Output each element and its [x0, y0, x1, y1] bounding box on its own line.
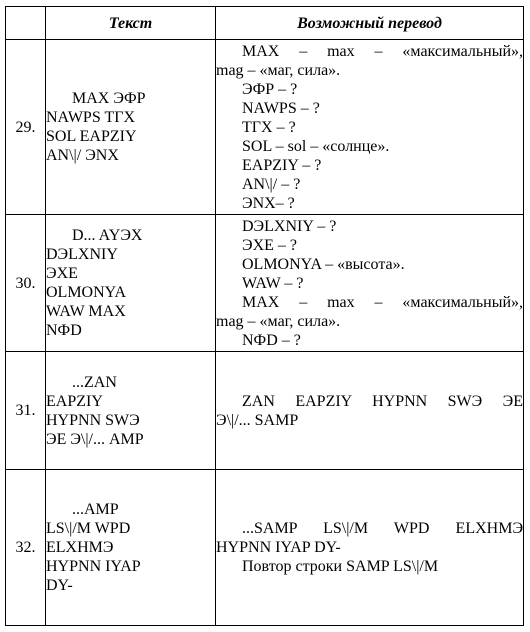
text-line: DЭLXNIY — [46, 246, 118, 263]
translation-line: ЭФР – ? — [242, 80, 298, 98]
table-row — [6, 352, 524, 470]
text-line: EAPZIY — [46, 392, 103, 410]
header-translation: Возможный перевод — [216, 7, 524, 40]
text-line: NAWPS TΓX — [46, 109, 136, 126]
text-line: ЭXE — [46, 265, 78, 282]
header-text: Текст — [46, 7, 216, 40]
translation-line: mag – «маг, сила». — [216, 312, 341, 330]
translation-line: TΓX – ? — [242, 118, 296, 136]
text-line: ...AMP — [72, 501, 119, 518]
text-line: DY- — [46, 577, 73, 594]
row-number: 32. — [6, 470, 46, 626]
header-row — [6, 7, 524, 40]
translation-line: ZAN EAPZIY HYPNN SWЭ ЭE — [242, 392, 523, 410]
document-page — [5, 6, 524, 626]
translation-line: ...SAMP LS\|/M WPD ELXHMЭ — [242, 520, 523, 537]
translation-table — [5, 6, 524, 626]
row-number: 29. — [6, 40, 46, 215]
translation-line: MAX – max – «максимальный», — [242, 293, 523, 311]
row-translation — [216, 40, 524, 215]
row-text — [46, 215, 216, 352]
row-translation — [216, 352, 524, 470]
table-row — [6, 40, 524, 215]
text-line: HYPNN SWЭ — [46, 411, 140, 429]
translation-line: Повтор строки SAMP LS\|/M — [242, 558, 439, 575]
translation-line: ЭXE – ? — [242, 236, 297, 254]
header-number — [6, 7, 46, 40]
text-line: MAX ЭФР — [72, 90, 146, 107]
translation-line: NAWPS – ? — [242, 99, 320, 117]
row-translation — [216, 470, 524, 626]
translation-line: Э\|/... SAMP — [216, 411, 299, 429]
translation-line: EAPZIY – ? — [242, 156, 322, 174]
translation-line: MAX – max – «максимальный», — [242, 42, 523, 60]
text-line: AN\|/ ЭNX — [46, 147, 119, 164]
row-translation — [216, 215, 524, 352]
row-number: 31. — [6, 352, 46, 470]
table-row — [6, 470, 524, 626]
translation-line: AN\|/ – ? — [242, 175, 301, 193]
text-line: HYPNN IYAP — [46, 558, 141, 575]
text-line: NФD — [46, 322, 82, 339]
table-row — [6, 215, 524, 352]
row-text — [46, 40, 216, 215]
row-text — [46, 352, 216, 470]
translation-line: ЭNX– ? — [242, 194, 295, 212]
text-line: WAW MAX — [46, 303, 126, 320]
text-line: OLMONYA — [46, 284, 126, 301]
row-text — [46, 470, 216, 626]
translation-line: NФD – ? — [242, 331, 301, 349]
row-number: 30. — [6, 215, 46, 352]
text-line: ...ZAN — [72, 373, 117, 391]
translation-line: SOL – sol – «солнце». — [242, 137, 390, 155]
text-line: ELXHMЭ — [46, 539, 114, 556]
translation-line: OLMONYA – «высота». — [242, 255, 405, 273]
text-line: SOL EAPZIY — [46, 128, 137, 145]
text-line: LS\|/M WPD — [46, 520, 131, 537]
text-line: ЭE Э\|/... AMP — [46, 430, 144, 448]
translation-line: HYPNN IYAP DY- — [216, 539, 341, 556]
translation-line: mag – «маг, сила». — [216, 61, 341, 79]
translation-line: DЭLXNIY – ? — [242, 217, 337, 235]
text-line: D... AYЭX — [72, 227, 143, 244]
translation-line: WAW – ? — [242, 274, 304, 292]
